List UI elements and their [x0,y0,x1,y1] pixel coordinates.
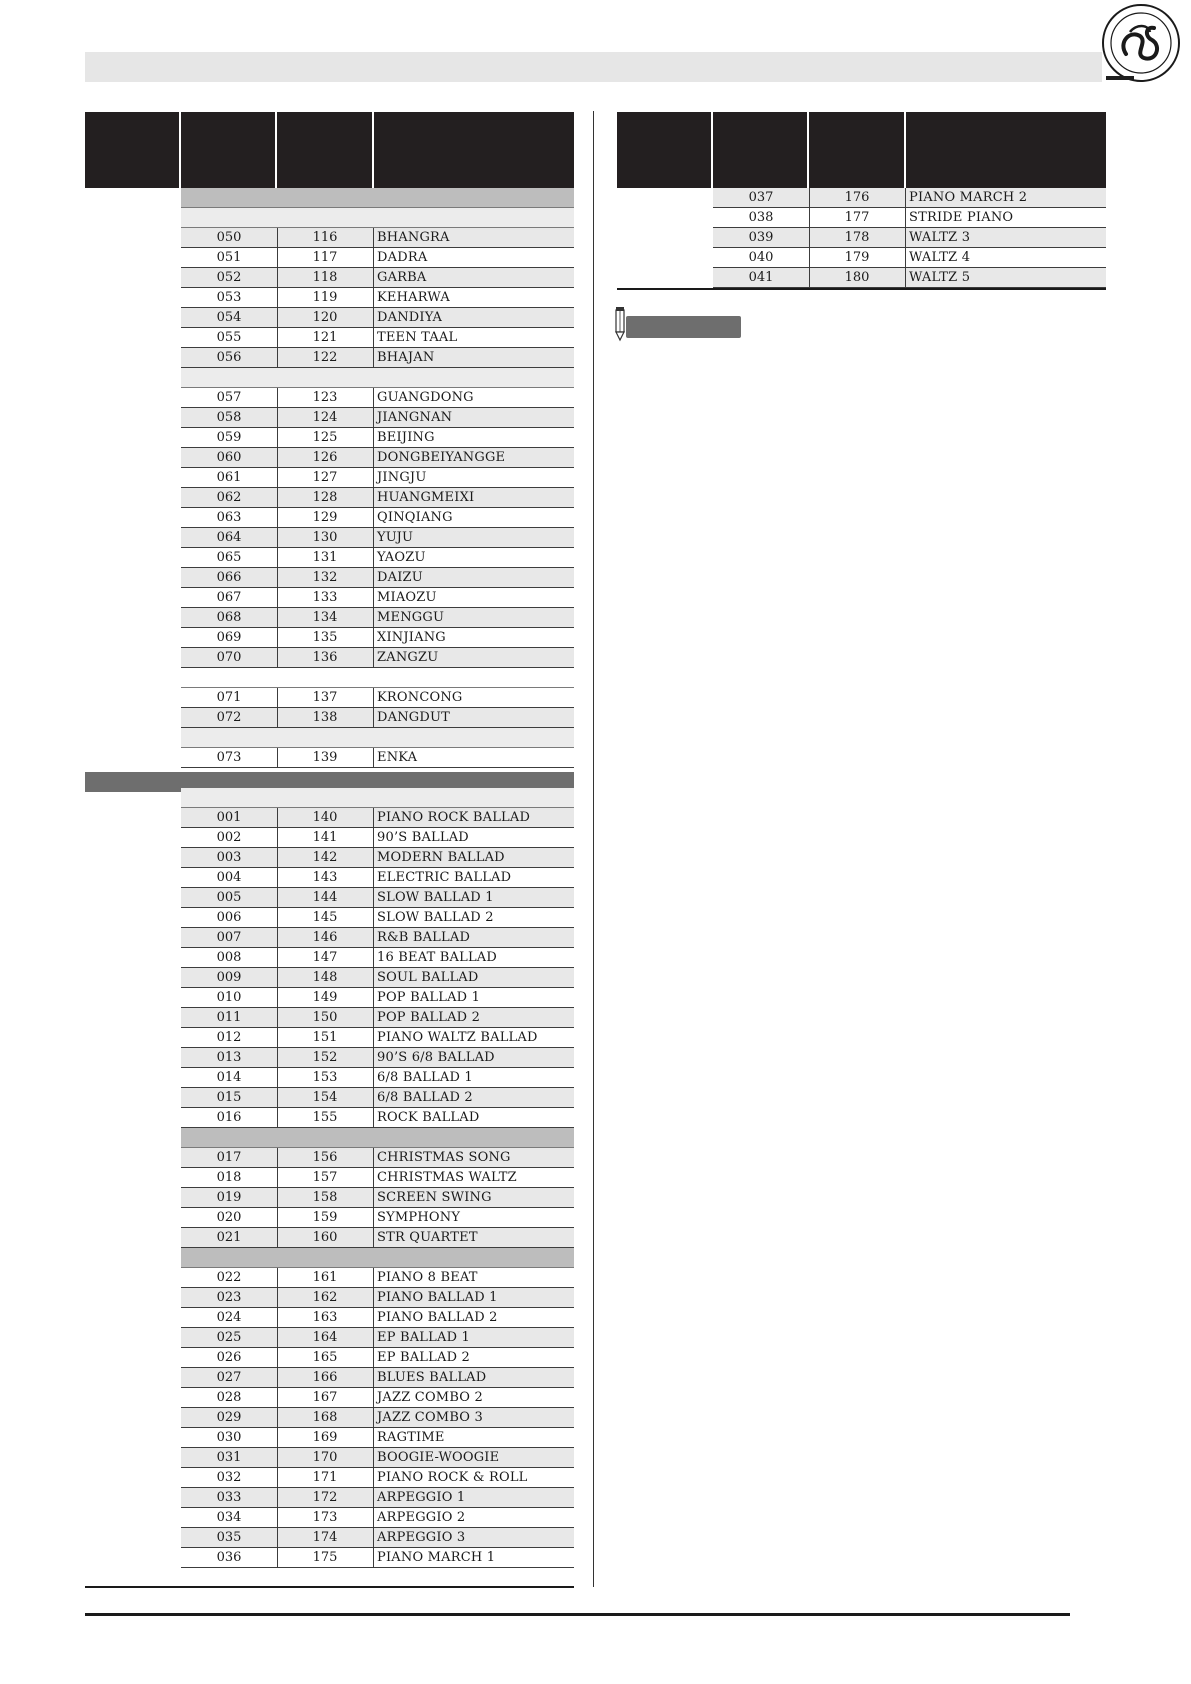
rhythm-index: 172 [277,1488,374,1507]
rhythm-number: 015 [181,1088,278,1107]
rhythm-name: KEHARWA [377,290,450,305]
rhythm-number: 018 [181,1168,278,1187]
table-row [181,548,574,568]
rhythm-number: 057 [181,388,278,407]
rhythm-index: 165 [277,1348,374,1367]
table-row [181,488,574,508]
rhythm-index: 141 [277,828,374,847]
rhythm-name: QINQIANG [377,510,453,525]
rhythm-number: 027 [181,1368,278,1387]
left-header-col-2 [181,112,275,188]
table-row [713,188,1106,208]
rhythm-name: WALTZ 3 [909,230,971,245]
rhythm-number: 009 [181,968,278,987]
rhythm-name: DONGBEIYANGGE [377,450,506,465]
rhythm-number: 062 [181,488,278,507]
rhythm-name: YAOZU [377,550,426,565]
category-row [181,1248,574,1268]
table-row [181,528,574,548]
category-row [181,1128,574,1148]
rhythm-index: 147 [277,948,374,967]
rhythm-name: BOOGIE-WOOGIE [377,1450,500,1465]
rhythm-index: 143 [277,868,374,887]
rhythm-number: 052 [181,268,278,287]
rhythm-number: 014 [181,1068,278,1087]
rhythm-number: 060 [181,448,278,467]
rhythm-name: SYMPHONY [377,1210,461,1225]
rhythm-name: JINGJU [377,470,427,485]
table-row [181,1148,574,1168]
rhythm-number: 025 [181,1328,278,1347]
table-row [181,688,574,708]
table-row [713,248,1106,268]
table-row [181,1268,574,1288]
rhythm-name: GUANGDONG [377,390,474,405]
table-row [181,628,574,648]
table-row [181,588,574,608]
group-spacer [181,768,574,788]
category-row [181,188,574,208]
rhythm-number: 072 [181,708,278,727]
rhythm-index: 118 [277,268,374,287]
rhythm-index: 128 [277,488,374,507]
rhythm-number: 064 [181,528,278,547]
table-row [181,848,574,868]
rhythm-name: SLOW BALLAD 1 [377,890,494,905]
table-row [181,428,574,448]
rhythm-number: 030 [181,1428,278,1447]
rhythm-index: 138 [277,708,374,727]
rhythm-index: 127 [277,468,374,487]
rhythm-index: 154 [277,1088,374,1107]
rhythm-name: PIANO MARCH 1 [377,1550,496,1565]
rhythm-number: 034 [181,1508,278,1527]
rhythm-index: 134 [277,608,374,627]
rhythm-name: ENKA [377,750,418,765]
right-header-col-2 [713,112,807,188]
left-header-col-4 [374,112,574,188]
rhythm-name: ARPEGGIO 2 [377,1510,466,1525]
table-row [181,308,574,328]
rhythm-name: BHAJAN [377,350,435,365]
table-row [181,868,574,888]
rhythm-number: 054 [181,308,278,327]
rhythm-number: 008 [181,948,278,967]
rhythm-index: 124 [277,408,374,427]
rhythm-index: 158 [277,1188,374,1207]
table-row [181,1448,574,1468]
rhythm-number: 007 [181,928,278,947]
rhythm-index: 159 [277,1208,374,1227]
right-header-col-3 [809,112,904,188]
rhythm-index: 144 [277,888,374,907]
table-row [181,1388,574,1408]
rhythm-name: 90’S 6/8 BALLAD [377,1050,495,1065]
table-row [181,1548,574,1568]
footer-rule [85,1613,1070,1616]
left-header-col-3 [277,112,372,188]
rhythm-number: 050 [181,228,278,247]
rhythm-number: 012 [181,1028,278,1047]
rhythm-index: 169 [277,1428,374,1447]
rhythm-index: 180 [809,268,906,287]
rhythm-number: 061 [181,468,278,487]
rhythm-name: 6/8 BALLAD 1 [377,1070,473,1085]
rhythm-number: 017 [181,1148,278,1167]
rhythm-name: ZANGZU [377,650,439,665]
table-row [181,248,574,268]
rhythm-index: 171 [277,1468,374,1487]
rhythm-name: DAIZU [377,570,423,585]
table-row [181,888,574,908]
table-row [181,948,574,968]
rhythm-number: 006 [181,908,278,927]
table-row [181,1068,574,1088]
rhythm-name: STRIDE PIANO [909,210,1014,225]
rhythm-index: 176 [809,188,906,207]
rhythm-number: 037 [713,188,810,207]
rhythm-number: 032 [181,1468,278,1487]
rhythm-name: DADRA [377,250,428,265]
rhythm-index: 123 [277,388,374,407]
table-row [181,1468,574,1488]
rhythm-number: 021 [181,1228,278,1247]
rhythm-index: 126 [277,448,374,467]
table-row [181,968,574,988]
table-row [181,1028,574,1048]
rhythm-name: SCREEN SWING [377,1190,492,1205]
rhythm-index: 139 [277,748,374,767]
table-row [181,1168,574,1188]
rhythm-name: PIANO BALLAD 2 [377,1310,498,1325]
rhythm-index: 125 [277,428,374,447]
publisher-logo [1100,2,1182,84]
rhythm-index: 140 [277,808,374,827]
rhythm-index: 160 [277,1228,374,1247]
rhythm-name: DANGDUT [377,710,451,725]
rhythm-name: EP BALLAD 2 [377,1350,470,1365]
left-table-bottom-rule [85,1586,574,1588]
rhythm-number: 067 [181,588,278,607]
rhythm-name: CHRISTMAS WALTZ [377,1170,517,1185]
left-header-col-1 [85,112,179,188]
rhythm-name: JAZZ COMBO 2 [377,1390,483,1405]
rhythm-index: 151 [277,1028,374,1047]
rhythm-index: 130 [277,528,374,547]
rhythm-index: 131 [277,548,374,567]
rhythm-name: 90’S BALLAD [377,830,469,845]
rhythm-name: R&B BALLAD [377,930,471,945]
table-row [181,1428,574,1448]
table-row [181,348,574,368]
table-row [181,1288,574,1308]
rhythm-number: 073 [181,748,278,767]
rhythm-name: BHANGRA [377,230,450,245]
rhythm-name: TEEN TAAL [377,330,458,345]
right-table-bottom-rule [617,288,1106,290]
table-row [181,1048,574,1068]
table-row [181,328,574,348]
rhythm-number: 066 [181,568,278,587]
rhythm-index: 155 [277,1108,374,1127]
rhythm-number: 011 [181,1008,278,1027]
table-row [181,568,574,588]
rhythm-index: 133 [277,588,374,607]
right-header-col-1 [617,112,711,188]
rhythm-number: 031 [181,1448,278,1467]
rhythm-index: 116 [277,228,374,247]
table-row [181,1108,574,1128]
rhythm-number: 028 [181,1388,278,1407]
table-row [181,1228,574,1248]
category-row [181,368,574,388]
rhythm-name: PIANO MARCH 2 [909,190,1028,205]
rhythm-name: PIANO ROCK & ROLL [377,1470,528,1485]
rhythm-index: 175 [277,1548,374,1567]
rhythm-number: 020 [181,1208,278,1227]
rhythm-number: 033 [181,1488,278,1507]
rhythm-index: 161 [277,1268,374,1287]
table-row [181,988,574,1008]
rhythm-number: 036 [181,1548,278,1567]
rhythm-index: 152 [277,1048,374,1067]
rhythm-number: 059 [181,428,278,447]
table-row [181,1348,574,1368]
rhythm-number: 041 [713,268,810,287]
rhythm-index: 156 [277,1148,374,1167]
table-row [181,1488,574,1508]
rhythm-index: 178 [809,228,906,247]
rhythm-name: POP BALLAD 1 [377,990,481,1005]
table-row [713,208,1106,228]
table-row [181,268,574,288]
rhythm-index: 129 [277,508,374,527]
rhythm-index: 135 [277,628,374,647]
rhythm-name: GARBA [377,270,427,285]
rhythm-index: 145 [277,908,374,927]
rhythm-number: 038 [713,208,810,227]
category-row [181,788,574,808]
table-row [181,648,574,668]
rhythm-index: 119 [277,288,374,307]
rhythm-name: ELECTRIC BALLAD [377,870,512,885]
rhythm-number: 005 [181,888,278,907]
table-row [181,748,574,768]
rhythm-index: 142 [277,848,374,867]
table-row [181,808,574,828]
rhythm-name: PIANO 8 BEAT [377,1270,478,1285]
table-row [181,1308,574,1328]
category-row [181,728,574,748]
rhythm-index: 121 [277,328,374,347]
table-row [713,268,1106,288]
note-label-bar [626,316,741,338]
rhythm-name: STR QUARTET [377,1230,478,1245]
rhythm-name: PIANO BALLAD 1 [377,1290,498,1305]
rhythm-index: 137 [277,688,374,707]
rhythm-number: 013 [181,1048,278,1067]
table-row [181,708,574,728]
rhythm-number: 056 [181,348,278,367]
rhythm-name: KRONCONG [377,690,463,705]
rhythm-index: 168 [277,1408,374,1427]
rhythm-index: 120 [277,308,374,327]
rhythm-name: JAZZ COMBO 3 [377,1410,483,1425]
rhythm-index: 179 [809,248,906,267]
rhythm-number: 065 [181,548,278,567]
table-row [181,408,574,428]
rhythm-number: 051 [181,248,278,267]
right-header-col-4 [906,112,1106,188]
rhythm-number: 055 [181,328,278,347]
page-header-bar [85,52,1102,82]
table-row [713,228,1106,248]
rhythm-number: 071 [181,688,278,707]
rhythm-name: BEIJING [377,430,435,445]
rhythm-list-right [713,188,1106,288]
rhythm-name: MODERN BALLAD [377,850,505,865]
table-row [181,1368,574,1388]
rhythm-number: 002 [181,828,278,847]
table-row [181,928,574,948]
rhythm-name: 6/8 BALLAD 2 [377,1090,473,1105]
rhythm-index: 170 [277,1448,374,1467]
rhythm-name: WALTZ 4 [909,250,971,265]
rhythm-name: HUANGMEIXI [377,490,475,505]
column-divider [593,111,594,1587]
table-row [181,388,574,408]
rhythm-index: 162 [277,1288,374,1307]
table-row [181,228,574,248]
rhythm-number: 029 [181,1408,278,1427]
rhythm-number: 058 [181,408,278,427]
rhythm-name: YUJU [377,530,414,545]
rhythm-number: 010 [181,988,278,1007]
category-row [181,208,574,228]
rhythm-index: 150 [277,1008,374,1027]
rhythm-index: 177 [809,208,906,227]
table-row [181,1188,574,1208]
table-row [181,1508,574,1528]
rhythm-index: 163 [277,1308,374,1327]
page-tab-marker [1106,76,1134,80]
rhythm-index: 136 [277,648,374,667]
rhythm-name: WALTZ 5 [909,270,971,285]
rhythm-index: 146 [277,928,374,947]
rhythm-index: 153 [277,1068,374,1087]
table-row [181,1208,574,1228]
rhythm-index: 122 [277,348,374,367]
rhythm-number: 070 [181,648,278,667]
rhythm-index: 149 [277,988,374,1007]
rhythm-number: 019 [181,1188,278,1207]
rhythm-name: BLUES BALLAD [377,1370,487,1385]
rhythm-index: 166 [277,1368,374,1387]
rhythm-number: 035 [181,1528,278,1547]
table-row [181,1008,574,1028]
rhythm-index: 132 [277,568,374,587]
rhythm-name: MIAOZU [377,590,437,605]
rhythm-name: ROCK BALLAD [377,1110,480,1125]
table-row [181,448,574,468]
rhythm-name: XINJIANG [377,630,446,645]
table-row [181,468,574,488]
rhythm-name: PIANO ROCK BALLAD [377,810,531,825]
rhythm-number: 053 [181,288,278,307]
rhythm-number: 069 [181,628,278,647]
rhythm-index: 157 [277,1168,374,1187]
rhythm-name: ARPEGGIO 1 [377,1490,466,1505]
rhythm-number: 068 [181,608,278,627]
table-row [181,1088,574,1108]
table-row [181,508,574,528]
rhythm-number: 040 [713,248,810,267]
rhythm-number: 016 [181,1108,278,1127]
rhythm-index: 164 [277,1328,374,1347]
rhythm-name: JIANGNAN [377,410,453,425]
rhythm-number: 063 [181,508,278,527]
rhythm-number: 022 [181,1268,278,1287]
table-row [181,828,574,848]
table-row [181,1328,574,1348]
rhythm-name: EP BALLAD 1 [377,1330,470,1345]
table-row [181,1408,574,1428]
table-row [181,1528,574,1548]
rhythm-name: SLOW BALLAD 2 [377,910,494,925]
rhythm-index: 148 [277,968,374,987]
rhythm-number: 004 [181,868,278,887]
rhythm-number: 024 [181,1308,278,1327]
rhythm-name: CHRISTMAS SONG [377,1150,511,1165]
rhythm-index: 173 [277,1508,374,1527]
rhythm-name: 16 BEAT BALLAD [377,950,498,965]
table-row [181,608,574,628]
rhythm-name: PIANO WALTZ BALLAD [377,1030,538,1045]
rhythm-name: DANDIYA [377,310,443,325]
category-row [181,668,574,688]
rhythm-name: POP BALLAD 2 [377,1010,481,1025]
rhythm-number: 039 [713,228,810,247]
rhythm-number: 001 [181,808,278,827]
rhythm-number: 003 [181,848,278,867]
rhythm-index: 174 [277,1528,374,1547]
rhythm-name: ARPEGGIO 3 [377,1530,466,1545]
table-row [181,908,574,928]
rhythm-name: MENGGU [377,610,445,625]
table-row [181,288,574,308]
rhythm-index: 117 [277,248,374,267]
rhythm-name: RAGTIME [377,1430,445,1445]
rhythm-list-left [181,188,574,1568]
rhythm-number: 023 [181,1288,278,1307]
rhythm-number: 026 [181,1348,278,1367]
rhythm-index: 167 [277,1388,374,1407]
rhythm-name: SOUL BALLAD [377,970,479,985]
